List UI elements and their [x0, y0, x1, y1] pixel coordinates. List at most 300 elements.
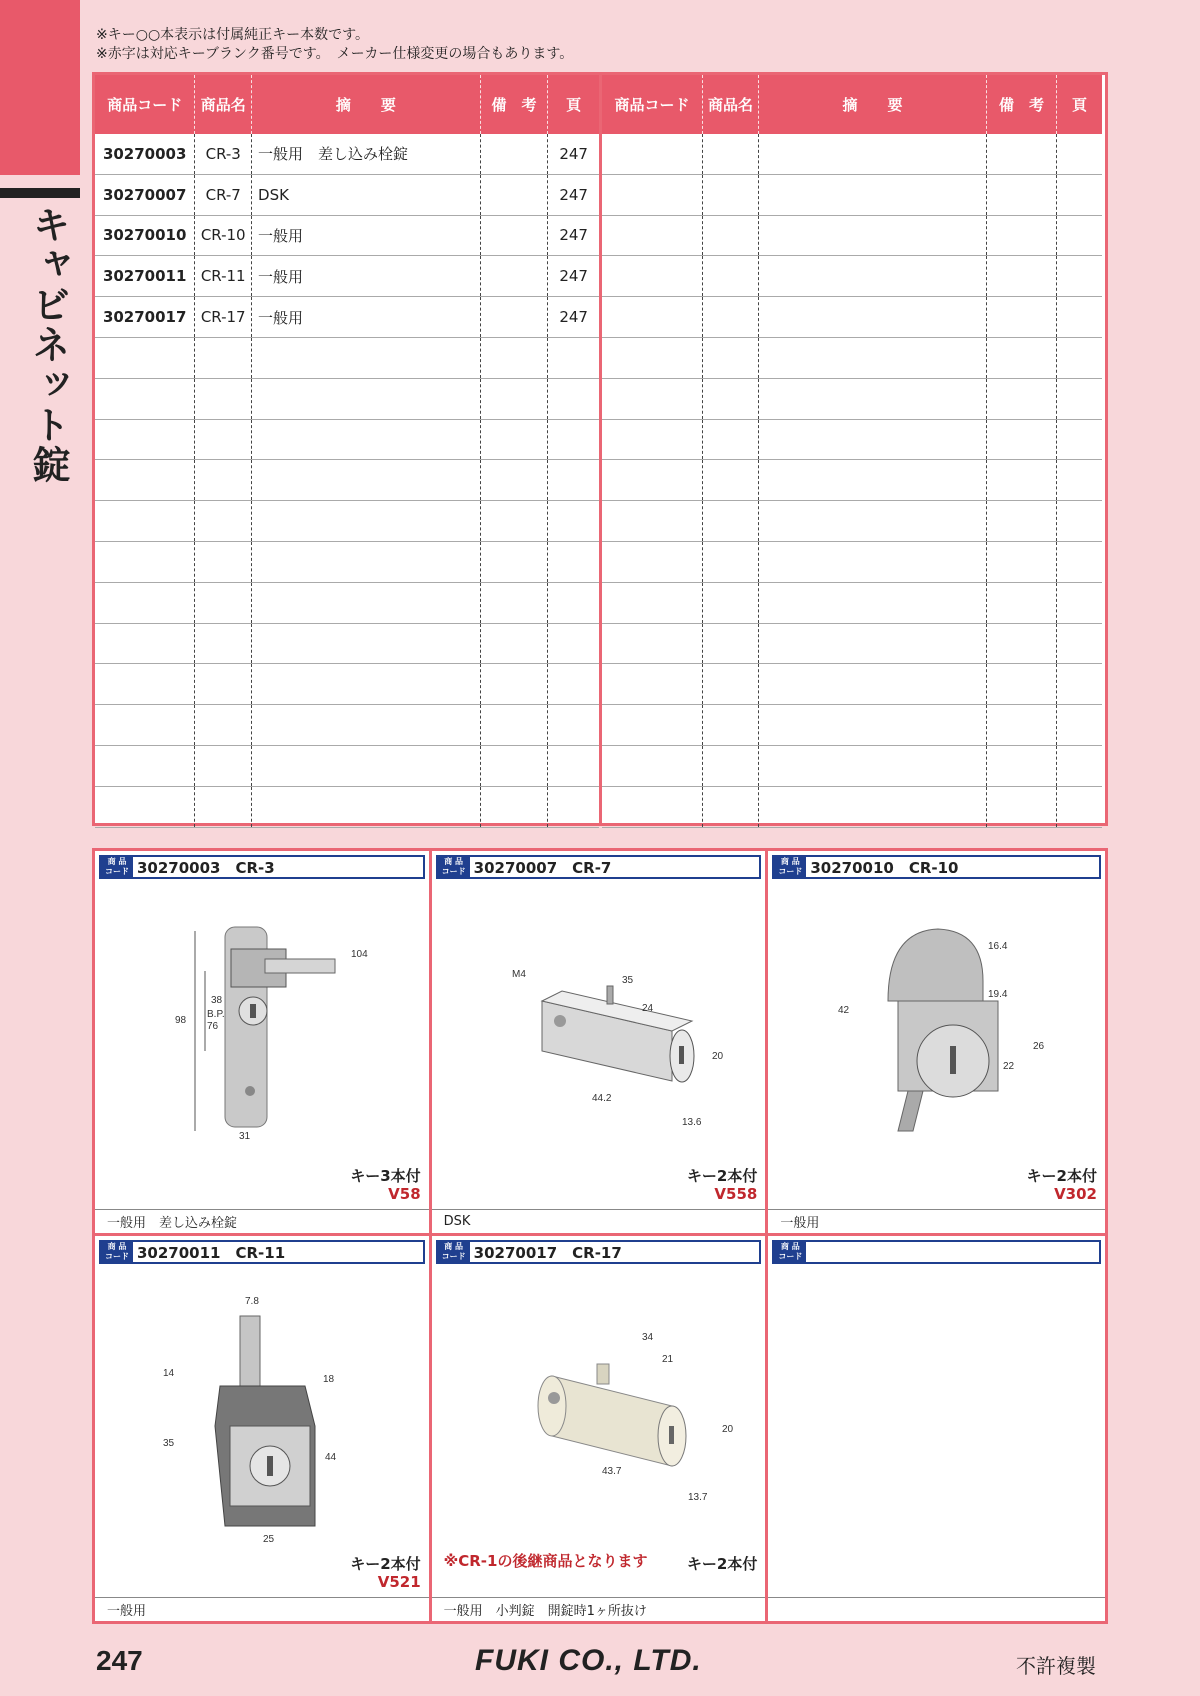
- product-footer: DSK: [432, 1209, 766, 1233]
- table-row: [602, 379, 1102, 420]
- table-row: [95, 664, 599, 705]
- header-note: 備 考: [481, 75, 549, 134]
- product-code-tag: 商 品 コード: [774, 857, 806, 877]
- cell-empty: [759, 134, 987, 174]
- cell-empty: [1057, 338, 1102, 378]
- cell-empty: [759, 624, 987, 664]
- cell-empty: [602, 420, 703, 460]
- cell-empty: [759, 297, 987, 337]
- dimension-label: 44.2: [591, 1093, 612, 1104]
- cell-empty: [987, 624, 1057, 664]
- key-info: [687, 1555, 757, 1573]
- product-card: [432, 851, 769, 1236]
- cell-note: [481, 216, 549, 256]
- cell-empty: [987, 134, 1057, 174]
- cell-page: [548, 624, 599, 664]
- product-title: 30270011 CR-11: [137, 1243, 286, 1262]
- cell-page: [548, 460, 599, 500]
- table-row: [602, 420, 1102, 461]
- cell-note: [481, 583, 549, 623]
- table-row: [602, 746, 1102, 787]
- cell-empty: [602, 542, 703, 582]
- cell-desc: [252, 746, 481, 786]
- key-info: [1027, 1167, 1097, 1203]
- cell-desc: 一般用: [252, 297, 481, 337]
- cell-empty: [602, 501, 703, 541]
- cell-empty: [987, 338, 1057, 378]
- section-title: キャビネット錠: [26, 205, 70, 485]
- dimension-label: 7.8: [245, 1296, 259, 1307]
- cell-empty: [759, 501, 987, 541]
- cell-desc: [252, 420, 481, 460]
- key-blank: V58: [388, 1185, 421, 1203]
- cell-empty: [1057, 460, 1102, 500]
- cell-empty: [759, 175, 987, 215]
- cell-name: [195, 338, 252, 378]
- product-footer: 一般用 小判錠 開錠時1ヶ所抜け: [432, 1597, 766, 1621]
- key-count: キー2本付: [686, 1555, 758, 1573]
- header-name: 商品名: [703, 75, 759, 134]
- cell-empty: [1057, 420, 1102, 460]
- table-row: [602, 175, 1102, 216]
- cell-page: 247: [559, 226, 588, 245]
- cell-empty: [759, 542, 987, 582]
- table-row: [95, 787, 599, 828]
- cell-empty: [759, 664, 987, 704]
- key-blank: V302: [1054, 1185, 1097, 1203]
- key-info: [350, 1555, 420, 1591]
- key-blank: V558: [714, 1185, 758, 1203]
- cell-empty: [1057, 501, 1102, 541]
- table-row: [95, 583, 599, 624]
- note-line: ※赤字は対応キーブランク番号です。 メーカー仕様変更の場合もあります。: [96, 46, 574, 62]
- cell-page: 247: [559, 185, 588, 204]
- cell-empty: [602, 338, 703, 378]
- product-title: 30270010 CR-10: [810, 858, 959, 877]
- cell-desc: 一般用: [252, 256, 481, 296]
- cell-empty: [602, 787, 703, 827]
- cell-name: [195, 460, 252, 500]
- table-row: [602, 542, 1102, 583]
- table-row: [602, 583, 1102, 624]
- cell-desc: [252, 583, 481, 623]
- table-row: [95, 175, 599, 216]
- cell-note: [481, 256, 549, 296]
- cell-empty: [1057, 624, 1102, 664]
- cell-name: [195, 787, 252, 827]
- cell-empty: [602, 379, 703, 419]
- product-card: [95, 851, 432, 1236]
- cell-empty: [987, 256, 1057, 296]
- cell-empty: [987, 216, 1057, 256]
- cell-desc: [252, 460, 481, 500]
- dimension-label: M4: [511, 969, 526, 980]
- product-card: [768, 851, 1105, 1236]
- cell-code: [95, 705, 195, 745]
- dimension-label: 34: [641, 1332, 653, 1343]
- header-code: 商品コード: [602, 75, 703, 134]
- cell-name: CR-11: [195, 256, 252, 296]
- cell-empty: [987, 746, 1057, 786]
- table-row: [95, 705, 599, 746]
- product-footer: 一般用: [95, 1597, 429, 1621]
- cr17-drawing: [472, 1286, 732, 1526]
- cell-empty: [703, 624, 759, 664]
- cell-empty: [602, 460, 703, 500]
- cell-empty: [759, 746, 987, 786]
- note-line: ※キー○○本表示は付属純正キー本数です。: [96, 27, 370, 43]
- cell-note: [481, 297, 549, 337]
- cell-empty: [1057, 379, 1102, 419]
- cell-empty: [703, 542, 759, 582]
- cell-page: [548, 664, 599, 704]
- cell-empty: [703, 705, 759, 745]
- dimension-label: 104: [351, 949, 368, 960]
- cell-empty: [987, 542, 1057, 582]
- cell-empty: [759, 420, 987, 460]
- header-name: 商品名: [195, 75, 252, 134]
- cell-note: [481, 746, 549, 786]
- product-index-table: [92, 72, 1108, 826]
- cell-empty: [602, 583, 703, 623]
- table-row: [602, 624, 1102, 665]
- cell-empty: [602, 297, 703, 337]
- product-header: [436, 855, 762, 879]
- side-divider: [0, 188, 80, 198]
- product-code-tag: 商 品 コード: [438, 1242, 470, 1262]
- cell-code: 30270017: [95, 297, 195, 337]
- cell-page: [548, 379, 599, 419]
- dimension-label: 44: [325, 1452, 337, 1463]
- header-page: 頁: [566, 96, 582, 114]
- dimension-label: 13.7: [687, 1492, 708, 1503]
- cell-desc: [252, 705, 481, 745]
- cell-code: [95, 420, 195, 460]
- cell-empty: [703, 216, 759, 256]
- cell-code: [95, 787, 195, 827]
- cell-name: [195, 420, 252, 460]
- cell-desc: [252, 338, 481, 378]
- product-footer: 一般用 差し込み栓錠: [95, 1209, 429, 1233]
- cell-empty: [602, 705, 703, 745]
- cell-code: [95, 460, 195, 500]
- cell-code: [95, 624, 195, 664]
- cell-empty: [759, 338, 987, 378]
- cell-empty: [987, 175, 1057, 215]
- cell-page: [548, 420, 599, 460]
- header-desc: 摘 要: [759, 75, 987, 134]
- cell-code: 30270003: [95, 134, 195, 174]
- cell-empty: [703, 787, 759, 827]
- cell-note: [481, 338, 549, 378]
- cell-page: [548, 583, 599, 623]
- header-code: 商品コード: [95, 75, 195, 134]
- cell-code: [95, 379, 195, 419]
- cell-desc: [252, 379, 481, 419]
- cell-name: [195, 624, 252, 664]
- table-header: [95, 75, 599, 134]
- cell-empty: [703, 664, 759, 704]
- cell-name: [195, 705, 252, 745]
- cell-empty: [759, 379, 987, 419]
- cell-empty: [703, 746, 759, 786]
- product-header: [99, 855, 425, 879]
- table-row: [95, 297, 599, 338]
- cell-note: [481, 379, 549, 419]
- cell-empty: [703, 583, 759, 623]
- table-row: [602, 460, 1102, 501]
- table-row: [602, 134, 1102, 175]
- cell-note: [481, 705, 549, 745]
- key-count: キー2本付: [1026, 1167, 1097, 1185]
- table-row: [602, 297, 1102, 338]
- cr3-drawing: [135, 901, 395, 1141]
- cell-empty: [602, 664, 703, 704]
- cell-name: CR-7: [195, 175, 252, 215]
- cell-empty: [1057, 787, 1102, 827]
- cell-page: 247: [559, 308, 588, 327]
- dimension-label: 19.4: [988, 989, 1008, 1000]
- dimension-label: 25: [263, 1534, 275, 1545]
- dimension-label: 22: [1003, 1061, 1015, 1072]
- table-row: [602, 256, 1102, 297]
- cell-empty: [987, 420, 1057, 460]
- cell-empty: [759, 460, 987, 500]
- dimension-label: 21: [661, 1354, 673, 1365]
- dimension-label: 43.7: [601, 1466, 622, 1477]
- header-desc: 摘 要: [252, 75, 481, 134]
- copyright-notice: 不許複製: [1016, 1654, 1096, 1678]
- dimension-label: 31: [239, 1131, 251, 1142]
- key-count: キー2本付: [686, 1167, 758, 1185]
- cell-empty: [1057, 542, 1102, 582]
- product-code-tag: 商 品 コード: [438, 857, 470, 877]
- notes: [96, 26, 573, 64]
- cell-empty: [602, 256, 703, 296]
- cell-code: [95, 338, 195, 378]
- cell-empty: [987, 787, 1057, 827]
- cell-desc: [252, 501, 481, 541]
- cr10-drawing: [808, 901, 1068, 1141]
- product-title: [806, 1242, 810, 1262]
- cell-empty: [987, 583, 1057, 623]
- cell-note: [481, 664, 549, 704]
- product-title: 30270017 CR-17: [473, 1243, 622, 1262]
- cell-note: [481, 460, 549, 500]
- cell-note: [481, 501, 549, 541]
- cell-empty: [602, 746, 703, 786]
- cell-desc: DSK: [252, 175, 481, 215]
- cell-empty: [987, 297, 1057, 337]
- cell-empty: [987, 664, 1057, 704]
- dimension-label: 42: [838, 1005, 850, 1016]
- table-row: [602, 501, 1102, 542]
- table-row: [95, 338, 599, 379]
- cell-empty: [1057, 746, 1102, 786]
- cell-name: [195, 379, 252, 419]
- product-grid: [92, 848, 1108, 1624]
- table-body: [95, 134, 599, 828]
- cell-empty: [759, 705, 987, 745]
- cell-empty: [1057, 583, 1102, 623]
- cell-empty: [759, 216, 987, 256]
- cell-empty: [987, 705, 1057, 745]
- cell-empty: [703, 256, 759, 296]
- cell-code: 30270011: [95, 256, 195, 296]
- dimension-label: 24: [641, 1003, 653, 1014]
- cell-name: [195, 583, 252, 623]
- key-blank: V521: [377, 1573, 421, 1591]
- dimension-label: 18: [323, 1374, 335, 1385]
- company-name: FUKI CO., LTD.: [475, 1644, 702, 1677]
- cell-empty: [1057, 664, 1102, 704]
- product-code-tag: 商 品 コード: [101, 1242, 133, 1262]
- cell-empty: [602, 175, 703, 215]
- cell-desc: [252, 664, 481, 704]
- cell-name: [195, 542, 252, 582]
- table-body: [602, 134, 1102, 828]
- cell-name: CR-17: [195, 297, 252, 337]
- cell-page: [548, 746, 599, 786]
- table-row: [95, 460, 599, 501]
- cell-empty: [1057, 134, 1102, 174]
- cell-page: [548, 787, 599, 827]
- table-row: [602, 787, 1102, 828]
- cell-page: [548, 338, 599, 378]
- cell-empty: [1057, 705, 1102, 745]
- table-row: [602, 338, 1102, 379]
- product-title: 30270007 CR-7: [473, 858, 612, 877]
- product-footer: [768, 1597, 1105, 1621]
- product-header: [772, 1240, 1101, 1264]
- cell-desc: [252, 787, 481, 827]
- page-number: 247: [96, 1645, 143, 1676]
- cell-code: 30270010: [95, 216, 195, 256]
- key-count: キー2本付: [350, 1555, 421, 1573]
- header-note: 備 考: [987, 75, 1057, 134]
- table-row: [95, 501, 599, 542]
- cell-code: 30270007: [95, 175, 195, 215]
- cell-empty: [703, 379, 759, 419]
- cell-empty: [1057, 216, 1102, 256]
- dimension-label: 35: [621, 975, 633, 986]
- cell-empty: [602, 624, 703, 664]
- dimension-label: 20: [721, 1424, 733, 1435]
- cell-note: [481, 420, 549, 460]
- key-info: [687, 1167, 757, 1203]
- cell-empty: [602, 216, 703, 256]
- cell-empty: [759, 256, 987, 296]
- product-footer: 一般用: [768, 1209, 1105, 1233]
- dimension-label: 26: [1033, 1041, 1045, 1052]
- table-row: [95, 134, 599, 175]
- cell-code: [95, 746, 195, 786]
- dimension-label: 38: [211, 995, 223, 1006]
- key-count: キー3本付: [350, 1167, 421, 1185]
- key-info: [350, 1167, 420, 1203]
- table-row: [95, 542, 599, 583]
- cell-code: [95, 583, 195, 623]
- cell-empty: [703, 134, 759, 174]
- cell-empty: [703, 338, 759, 378]
- table-row: [602, 216, 1102, 257]
- dimension-label: 14: [163, 1368, 175, 1379]
- cell-empty: [987, 460, 1057, 500]
- cell-page: 247: [559, 144, 588, 163]
- table-row: [602, 664, 1102, 705]
- cell-page: [548, 501, 599, 541]
- product-header: [436, 1240, 762, 1264]
- product-card: [95, 1236, 432, 1621]
- cell-code: [95, 542, 195, 582]
- cell-empty: [703, 501, 759, 541]
- product-code-tag: 商 品 コード: [774, 1242, 806, 1262]
- table-left-half: [95, 75, 602, 823]
- cell-desc: [252, 624, 481, 664]
- dimension-label: 20: [711, 1051, 723, 1062]
- cell-note: [481, 787, 549, 827]
- cell-name: [195, 664, 252, 704]
- cell-desc: 一般用 差し込み栓錠: [252, 134, 481, 174]
- header-page: 頁: [1071, 96, 1087, 114]
- cell-code: [95, 501, 195, 541]
- cell-empty: [703, 175, 759, 215]
- product-header: [99, 1240, 425, 1264]
- dimension-label: B.P.: [207, 1009, 225, 1020]
- dimension-label: 13.6: [681, 1117, 702, 1128]
- dimension-label: 16.4: [988, 941, 1008, 952]
- cell-empty: [759, 787, 987, 827]
- cell-empty: [703, 297, 759, 337]
- table-row: [95, 746, 599, 787]
- cr11-drawing: [135, 1286, 395, 1546]
- cell-empty: [759, 583, 987, 623]
- table-row: [95, 256, 599, 297]
- product-card: [432, 1236, 769, 1621]
- cell-note: [481, 542, 549, 582]
- cell-note: [481, 175, 549, 215]
- successor-note: ※CR-1の後継商品となります: [443, 1552, 648, 1570]
- cell-name: [195, 501, 252, 541]
- cell-empty: [987, 379, 1057, 419]
- cell-name: CR-10: [195, 216, 252, 256]
- cell-empty: [987, 501, 1057, 541]
- table-row: [95, 624, 599, 665]
- table-row: [95, 420, 599, 461]
- table-header: [602, 75, 1102, 134]
- product-title: 30270003 CR-3: [137, 858, 275, 877]
- cell-page: [548, 705, 599, 745]
- product-code-tag: 商 品 コード: [101, 857, 133, 877]
- cell-page: [548, 542, 599, 582]
- cell-code: [95, 664, 195, 704]
- cell-empty: [1057, 256, 1102, 296]
- cr7-drawing: [472, 901, 732, 1141]
- dimension-label: 35: [163, 1438, 175, 1449]
- dimension-label: 76: [207, 1021, 219, 1032]
- table-right-half: [602, 75, 1102, 823]
- cell-page: 247: [559, 267, 588, 286]
- table-row: [95, 379, 599, 420]
- product-header: [772, 855, 1101, 879]
- cell-empty: [703, 460, 759, 500]
- cell-empty: [703, 420, 759, 460]
- cell-name: [195, 746, 252, 786]
- cell-empty: [1057, 297, 1102, 337]
- cell-empty: [1057, 175, 1102, 215]
- cell-desc: [252, 542, 481, 582]
- table-row: [602, 705, 1102, 746]
